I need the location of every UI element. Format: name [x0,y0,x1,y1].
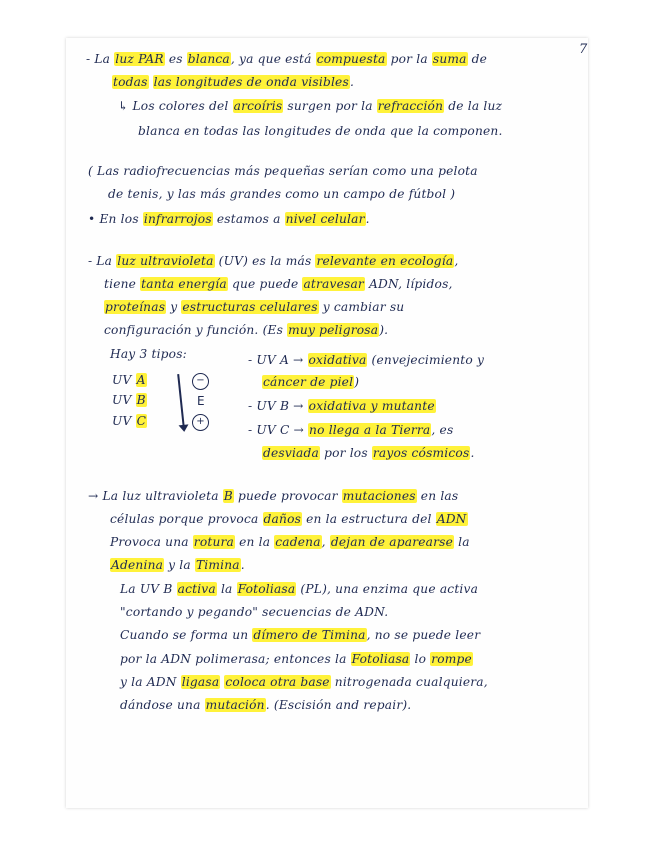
highlighted-text: ADN [436,512,467,526]
note-text: Provoca una [110,535,193,549]
highlighted-text: daños [263,512,302,526]
highlighted-text: compuesta [316,52,386,66]
note-text: por los [320,446,372,460]
note-text: la [454,535,470,549]
highlighted-text: las longitudes de onda visibles [153,75,349,89]
note-text: ( Las radiofrecuencias más pequeñas serían como una pelota [88,164,478,178]
note-text: . [240,558,245,572]
note-text: en las [416,489,459,503]
note-text: de [467,52,488,66]
uv-type-label [112,373,147,387]
highlighted-text: Fotoliasa [351,652,410,666]
note-line [120,628,480,642]
note-line [88,212,370,226]
highlighted-text: dímero de Timina [253,628,366,642]
uv-type-letter: A [136,373,146,387]
note-text: Cuando se forma un [120,628,253,642]
note-text: de la luz [444,99,503,113]
highlighted-text: Fotoliasa [237,582,296,596]
highlighted-text: muy peligrosa [288,323,379,337]
note-text: en la estructura del [302,512,436,526]
note-line [110,512,468,526]
highlighted-text: relevante en ecología [316,254,454,268]
note-line [88,489,458,503]
note-line [118,99,502,113]
highlighted-text: rompe [431,652,472,666]
highlighted-text: refracción [377,99,444,113]
note-text: • En los [88,212,143,226]
highlighted-text: B [223,489,233,503]
note-line [248,353,484,367]
note-text: configuración y función. (Es [104,323,288,337]
highlighted-text: cáncer de piel [263,375,354,389]
note-text: , es [431,423,454,437]
note-text: tiene [104,277,141,291]
highlighted-text: activa [177,582,216,596]
note-line [88,164,478,178]
note-text: "cortando y pegando" secuencias de ADN. [120,605,389,619]
energy-sign-label: E [197,394,205,408]
note-text: (envejecimiento y [367,353,485,367]
note-text: nitrogenada cualquiera, [330,675,488,689]
note-text: ↳ Los colores del [118,99,233,113]
note-text: . [365,212,370,226]
note-text: y cambiar su [318,300,405,314]
highlighted-text: Adenina [111,558,164,572]
note-text: . [470,446,475,460]
page-number: 7 [579,42,588,57]
note-text: ). [379,323,389,337]
note-text: y la [164,558,195,572]
note-text: La UV B [120,582,177,596]
note-text: ) [354,375,360,389]
note-text: , no se puede leer [366,628,481,642]
note-line [120,675,488,689]
note-text: , ya que está [230,52,316,66]
note-line [120,605,388,619]
note-text: que puede [227,277,303,291]
note-text: , [454,254,459,268]
note-line [104,277,453,291]
highlighted-text: coloca otra base [225,675,330,689]
note-line [110,558,245,572]
uv-type-letter: C [136,414,147,428]
note-text: surgen por la [283,99,377,113]
note-text: - La [88,254,117,268]
note-text: y [166,300,182,314]
note-line [120,652,473,666]
uv-prefix: UV [112,393,132,407]
note-line [120,698,411,712]
highlighted-text: luz PAR [115,52,164,66]
plus-circle-icon: + [192,414,209,431]
note-text: Hay 3 tipos: [110,347,187,361]
note-line [104,323,388,337]
highlighted-text: tanta energía [141,277,227,291]
uv-prefix: UV [112,414,132,428]
highlighted-text: suma [432,52,467,66]
highlighted-text: oxidativa y mutante [308,399,435,413]
highlighted-text: cadena [275,535,321,549]
highlighted-text: atravesar [303,277,364,291]
note-text: - La [86,52,115,66]
note-line [248,399,436,413]
note-text: (UV) es la más [214,254,316,268]
highlighted-text: ligasa [181,675,220,689]
uv-type-label [112,393,147,407]
highlighted-text: oxidativa [308,353,367,367]
note-text: dándose una [120,698,205,712]
highlighted-text: Timina [195,558,240,572]
highlighted-text: dejan de aparearse [330,535,454,549]
highlighted-text: rotura [193,535,234,549]
note-text: . (Escisión and repair). [265,698,412,712]
note-text: blanca en todas las longitudes de onda que la componen. [138,124,503,138]
highlighted-text: mutaciones [342,489,416,503]
note-line [262,375,359,389]
note-line [262,446,475,460]
minus-circle-icon: − [192,373,209,390]
highlighted-text: todas [113,75,148,89]
note-line [88,254,458,268]
note-text: de tenis, y las más grandes como un campo de fútbol ) [108,187,456,201]
uv-type-label [112,414,147,428]
highlighted-text: luz ultravioleta [117,254,214,268]
note-line [248,423,453,437]
note-text: la [216,582,237,596]
note-text: - UV B → [248,399,308,413]
note-line [120,582,478,596]
note-text: (PL), una enzima que activa [296,582,479,596]
note-line [86,52,487,66]
note-line [110,535,470,549]
uv-type-letter: B [136,393,146,407]
note-text: puede provocar [233,489,342,503]
note-line [138,124,503,138]
highlighted-text: rayos cósmicos [372,446,470,460]
note-text: . [349,75,355,89]
note-text: ADN, lípidos, [364,277,453,291]
note-text: lo [410,652,431,666]
highlighted-text: desviada [263,446,319,460]
note-text: es [164,52,187,66]
note-text: por la ADN polimerasa; entonces la [120,652,351,666]
note-text: , [321,535,330,549]
highlighted-text: blanca [187,52,230,66]
note-text: células porque provoca [110,512,263,526]
highlighted-text: infrarrojos [143,212,212,226]
uv-prefix: UV [112,373,132,387]
note-text: estamos a [212,212,285,226]
note-line [104,300,404,314]
note-text: - UV C → [248,423,309,437]
highlighted-text: arcoíris [233,99,283,113]
highlighted-text: estructuras celulares [182,300,318,314]
note-line [110,347,187,361]
highlighted-text: proteínas [105,300,166,314]
note-line [108,187,455,201]
highlighted-text: nivel celular [285,212,365,226]
note-text: en la [235,535,275,549]
note-line [112,75,354,89]
highlighted-text: mutación [205,698,265,712]
note-text: - UV A → [248,353,308,367]
note-text: → La luz ultravioleta [88,489,223,503]
highlighted-text: no llega a la Tierra [309,423,431,437]
note-text: por la [386,52,432,66]
note-text: y la ADN [120,675,181,689]
